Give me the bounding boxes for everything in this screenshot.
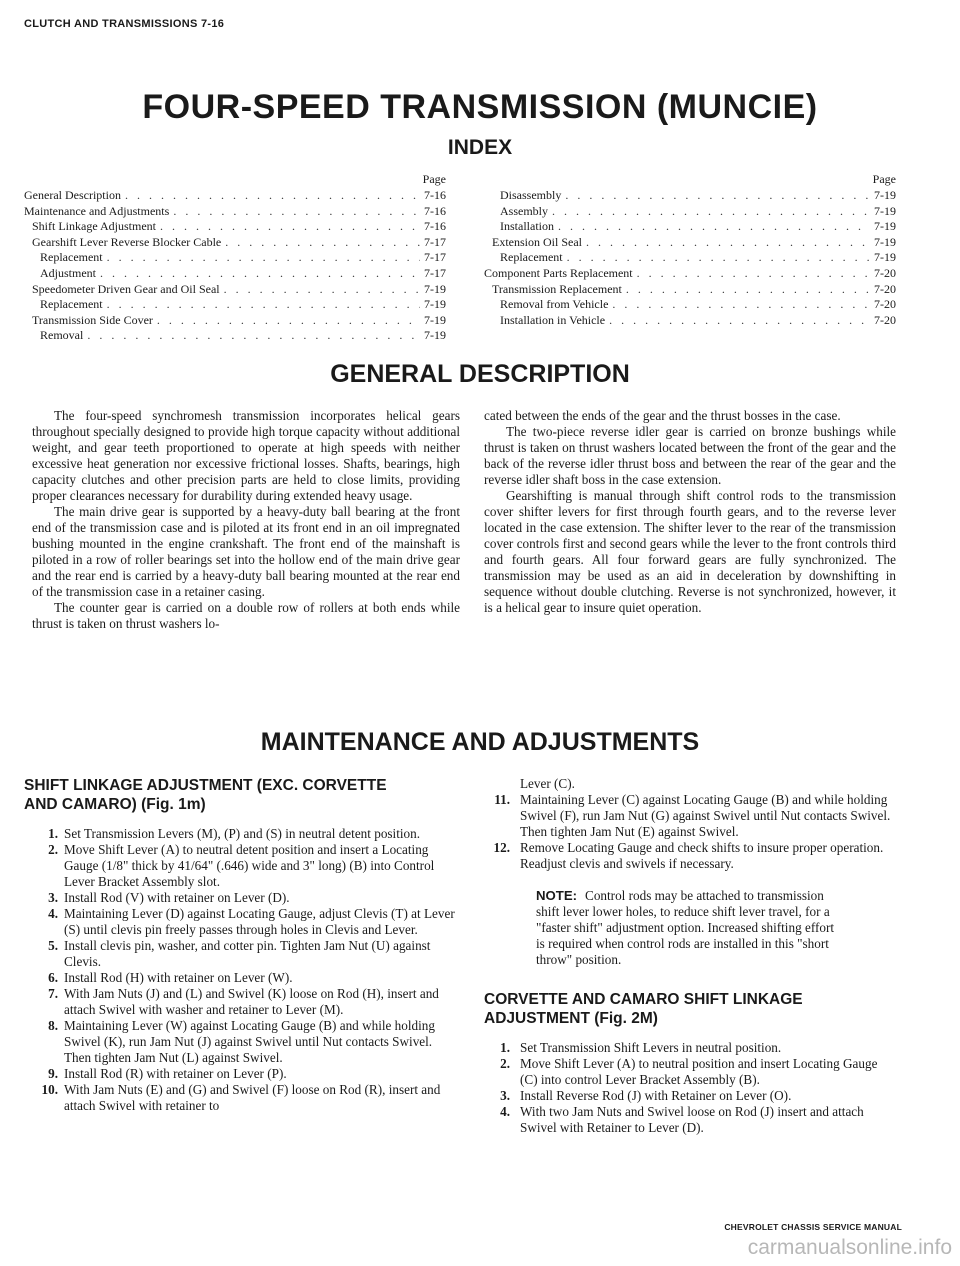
step-item (24, 890, 460, 906)
index-entry (24, 266, 446, 282)
index-entry-page: 7-20 (874, 281, 896, 296)
step-number: 11. (494, 792, 510, 807)
index-leader-dots (637, 266, 870, 282)
index-entry-page: 7-20 (874, 265, 896, 280)
step-text: With Jam Nuts (J) and (L) and Swivel (K) loose on Rod (H), insert and attach Swivel with washer and retainer to Lever (M). (64, 986, 439, 1017)
step-number: 8. (48, 1018, 58, 1033)
maintenance-heading: MAINTENANCE AND ADJUSTMENTS (260, 728, 700, 756)
index-entry (484, 235, 896, 251)
index-leader-dots (565, 188, 870, 204)
index-page-label: Page (872, 172, 896, 186)
index-leader-dots (107, 250, 420, 266)
note-block (536, 888, 836, 968)
index-entry (24, 219, 446, 235)
index-entry-label: Gearshift Lever Reverse Blocker Cable (32, 234, 222, 249)
index-entry (484, 188, 896, 204)
index-entry-page: 7-17 (424, 234, 446, 249)
step-item (484, 840, 896, 872)
index-entry-page: 7-16 (424, 219, 446, 234)
index-entry-label: Speedometer Driven Gear and Oil Seal (32, 281, 220, 296)
index-leader-dots (567, 250, 870, 266)
corvette-linkage-heading (484, 990, 896, 1028)
step-number: 9. (48, 1066, 58, 1081)
index-entry-label: Assembly (500, 203, 548, 218)
step-number: 3. (48, 890, 58, 905)
step-number: 10. (41, 1082, 58, 1097)
page-header: CLUTCH AND TRANSMISSIONS 7-16 (24, 18, 225, 30)
index-leader-dots (125, 188, 420, 204)
index-leader-dots (107, 297, 420, 313)
index-entry-label: Replacement (500, 250, 563, 265)
step-item (484, 1104, 896, 1136)
index-leader-dots (225, 235, 420, 251)
footer-manual-title: CHEVROLET CHASSIS SERVICE MANUAL (724, 1222, 902, 1232)
index-entry (484, 204, 896, 220)
step-number: 12. (493, 840, 510, 855)
index-entry-page: 7-19 (874, 234, 896, 249)
step-text: Maintaining Lever (W) against Locating Gauge (B) and while holding Swivel (K), run Jam Nut (J) against Swivel until Nut contacts Swivel. Then tighten Jam Nut (L) against Swivel. (64, 1018, 435, 1065)
index-entry-page: 7-16 (424, 203, 446, 218)
step-item (24, 970, 460, 986)
step-item (24, 1018, 460, 1066)
heading-line: CORVETTE AND CAMARO SHIFT LINKAGE (484, 991, 803, 1008)
index-entry-label: Disassembly (500, 188, 562, 202)
step-text: With Jam Nuts (E) and (G) and Swivel (F) loose on Rod (R), insert and attach Swivel with retainer to (64, 1082, 441, 1113)
step-number: 2. (500, 1056, 510, 1071)
index-leader-dots (87, 328, 420, 344)
paragraph: The main drive gear is supported by a heavy-duty ball bearing at the front end of the transmission case and is piloted at its front end in an oil impregnated bushing mounted in the engine crankshaft. The front end of the mainshaft is piloted in a row of roller bearings set into the hollow end of the main drive gear and the rear end is carried by a heavy-duty ball bearing mounted at the rear end of the transmission case in a retainer casing. (32, 504, 460, 599)
step-item (24, 906, 460, 938)
note-text: Control rods may be attached to transmission shift lever lower holes, to reduce shift lever travel, for a "faster shift" adjustment option. Increased shifting effort is required when control rods are installed in this "short throw" position. (536, 888, 835, 967)
index-leader-dots (160, 219, 420, 235)
index-leader-dots (558, 219, 870, 235)
index-entry (24, 235, 446, 251)
page-title: FOUR-SPEED TRANSMISSION (MUNCIE) (142, 88, 818, 126)
index-entry (24, 188, 446, 204)
paragraph: Gearshifting is manual through shift control rods to the transmission cover shifter levers for first through fourth gears, and to the reverse lever located in the case extension. The shifter lever to the rear of the transmission cover controls first and second gears while the lever to the front controls third and fourth gears. All four forward gears are fully synchronized. The transmission may be used as an aid in deceleration by downshifting in sequence without double clutching. Reverse is not synchronized, however, it is a helical gear to insure quiet operation. (484, 488, 896, 615)
step-item (484, 1056, 896, 1088)
index-entry (24, 250, 446, 266)
index-entry-label: Removal (40, 328, 84, 343)
step-text: Move Shift Lever (A) to neutral position and insert Locating Gauge (C) into control Lever Bracket Assembly (B). (520, 1056, 878, 1087)
step-item (484, 1040, 896, 1056)
index-entry-label: Adjustment (40, 265, 96, 280)
index-entry-page: 7-16 (424, 188, 446, 202)
index-page-label: Page (422, 172, 446, 186)
index-entry-label: Installation in Vehicle (500, 312, 606, 327)
index-entry-page: 7-19 (424, 297, 446, 312)
index-entry-label: Maintenance and Adjustments (24, 203, 170, 218)
index-entry-label: Installation (500, 219, 554, 234)
step-number: 7. (48, 986, 58, 1001)
step-item (24, 938, 460, 970)
shift-linkage-steps-continued (484, 792, 896, 872)
index-entry-label: General Description (24, 188, 121, 202)
step-number: 2. (48, 842, 58, 857)
index-entry-page: 7-20 (874, 297, 896, 312)
index-entry-page: 7-19 (874, 203, 896, 218)
index-entry-page: 7-17 (424, 250, 446, 265)
step-item (24, 842, 460, 890)
shift-linkage-heading (24, 776, 460, 814)
step-text: Install Rod (V) with retainer on Lever (D). (64, 890, 290, 905)
index-entry (24, 328, 446, 344)
paragraph: The four-speed synchromesh transmission incorporates helical gears throughout specially designed to provide high torque capacity without additional weight, and gear teeth proportioned to operate at high speeds with neither excessive heat generation nor excessive frictional losses. Shafts, bearings, high capacity clutches and other precision parts are held to close limits, providing proper clearances necessary for durability during extended heavy usage. (32, 408, 460, 503)
index-entry-label: Component Parts Replacement (484, 265, 633, 280)
index-entry-page: 7-19 (424, 312, 446, 327)
step-number: 3. (500, 1088, 510, 1103)
step-item (24, 1082, 460, 1114)
index-entry (24, 313, 446, 329)
step-item (484, 792, 896, 840)
shift-linkage-steps (24, 826, 460, 1114)
step-number: 1. (48, 826, 58, 841)
index-entry (24, 282, 446, 298)
general-description-left (32, 408, 460, 632)
note-label: NOTE: (536, 888, 578, 903)
index-left-column (24, 172, 446, 344)
index-entry (484, 282, 896, 298)
heading-line: ADJUSTMENT (Fig. 2M) (484, 1010, 658, 1027)
index-entry (484, 219, 896, 235)
index-leader-dots (612, 297, 870, 313)
step-text: Install Reverse Rod (J) with Retainer on Lever (O). (520, 1088, 792, 1103)
shift-linkage-section (24, 776, 460, 1114)
step-text: Maintaining Lever (C) against Locating Gauge (B) and while holding Swivel (F), run Jam Nut (G) against Swivel until Nut contacts Swivel. Then tighten Jam Nut (E) against Swivel. (520, 792, 891, 839)
index-entry-page: 7-19 (424, 328, 446, 343)
step-number: 6. (48, 970, 58, 985)
watermark-logo: carmanualsonline.info (747, 1236, 952, 1259)
step-text: With two Jam Nuts and Swivel loose on Rod (J) insert and attach Swivel with Retainer to Lever (D). (520, 1104, 864, 1135)
index-entry-page: 7-19 (424, 281, 446, 296)
step-item (24, 986, 460, 1018)
step-item (24, 1066, 460, 1082)
index-entry (24, 204, 446, 220)
index-title: INDEX (447, 136, 513, 159)
index-entry-label: Transmission Side Cover (32, 312, 153, 327)
step-text: Remove Locating Gauge and check shifts to insure proper operation. Readjust clevis and swivels if necessary. (520, 840, 884, 871)
index-entry-label: Replacement (40, 297, 103, 312)
index-entry-page: 7-20 (874, 312, 896, 327)
index-entry (484, 313, 896, 329)
index-entry-label: Shift Linkage Adjustment (32, 219, 156, 234)
index-entry-label: Replacement (40, 250, 103, 265)
index-entry-label: Extension Oil Seal (492, 234, 582, 249)
step-number: 4. (48, 906, 58, 921)
index-leader-dots (173, 204, 420, 220)
heading-line: SHIFT LINKAGE ADJUSTMENT (EXC. CORVETTE (24, 777, 387, 794)
paragraph: The counter gear is carried on a double row of rollers at both ends while thrust is taken on thrust washers lo- (32, 600, 460, 631)
index-leader-dots (100, 266, 420, 282)
index-entry-page: 7-17 (424, 265, 446, 280)
index-entry-page: 7-19 (874, 250, 896, 265)
index-entry (484, 297, 896, 313)
step-number: 5. (48, 938, 58, 953)
corvette-linkage-steps (484, 1040, 896, 1136)
step-item (484, 1088, 896, 1104)
maintenance-right-column (484, 776, 896, 1136)
paragraph: The two-piece reverse idler gear is carried on bronze bushings while thrust is taken on thrust washers located between the front of the gear and the back of the reverse idler thrust boss and between the rear of the gear and the reverse idler shaft boss in the case extension. (484, 424, 896, 487)
step-text: Set Transmission Shift Levers in neutral position. (520, 1040, 782, 1055)
step-text: Maintaining Lever (D) against Locating Gauge, adjust Clevis (T) at Lever (S) until clevis pin freely passes through holes in Clevis and Lever. (64, 906, 455, 937)
index-leader-dots (609, 313, 870, 329)
index-entry-page: 7-19 (874, 188, 896, 202)
index-right-column (484, 172, 896, 328)
step-item (24, 826, 460, 842)
index-leader-dots (552, 204, 870, 220)
step-text: Install clevis pin, washer, and cotter pin. Tighten Jam Nut (U) against Clevis. (64, 938, 431, 969)
index-entry (24, 297, 446, 313)
step-text: Move Shift Lever (A) to neutral detent position and insert a Locating Gauge (1/8" thick by 41/64" (.646) wide and 3" long) (B) into Control Lever Bracket Assembly slot. (64, 842, 435, 889)
step-continuation: Lever (C). (520, 776, 575, 791)
index-leader-dots (586, 235, 870, 251)
index-leader-dots (157, 313, 420, 329)
heading-line: AND CAMARO) (Fig. 1m) (24, 796, 206, 813)
index-entry-label: Transmission Replacement (492, 281, 622, 296)
paragraph: cated between the ends of the gear and the thrust bosses in the case. (484, 408, 841, 423)
general-description-heading: GENERAL DESCRIPTION (330, 360, 630, 388)
index-entry (484, 266, 896, 282)
index-entry (484, 250, 896, 266)
step-number: 1. (500, 1040, 510, 1055)
index-leader-dots (626, 282, 870, 298)
step-number: 4. (500, 1104, 510, 1119)
index-entry-label: Removal from Vehicle (500, 297, 609, 312)
step-text: Install Rod (R) with retainer on Lever (P). (64, 1066, 287, 1081)
step-text: Install Rod (H) with retainer on Lever (W). (64, 970, 293, 985)
general-description-right (484, 408, 896, 616)
step-text: Set Transmission Levers (M), (P) and (S) in neutral detent position. (64, 826, 421, 841)
index-entry-page: 7-19 (874, 219, 896, 234)
index-leader-dots (224, 282, 420, 298)
